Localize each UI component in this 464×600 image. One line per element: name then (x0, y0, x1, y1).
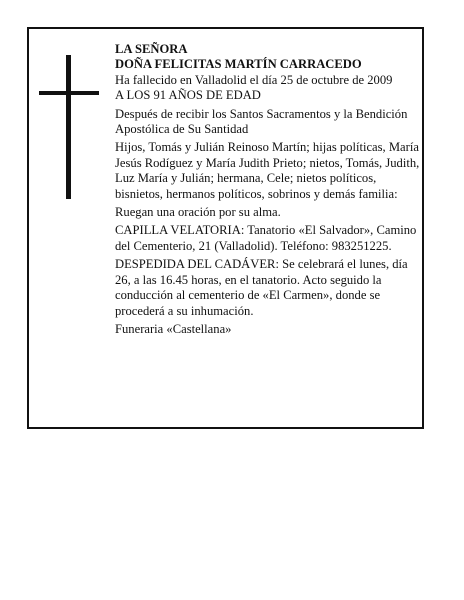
age-statement: A LOS 91 AÑOS DE EDAD (115, 88, 261, 103)
cross-vertical-bar (66, 55, 71, 199)
farewell-text: Se celebrará el lunes, día 26, a las 16.45 horas, en el tanatorio. Acto seguido la conducción al cementerio de «El Carmen», donde se procederá a su inhumación. (115, 257, 408, 318)
family-list: Hijos, Tomás y Julián Reinoso Martín; hijas políticas, María Jesús Rodíguez y María Judith Prieto; nietos, Tomás, Judith, Luz María y Julián; hermana, Cele; nietos políticos, bisnietos, hermanos políticos, sobrinos y demás familia: (115, 140, 420, 201)
chapel-info (115, 223, 421, 254)
obituary-notice (27, 27, 424, 429)
death-statement: Ha fallecido en Valladolid el día 25 de octubre de 2009 (115, 72, 393, 87)
sacraments-statement: Después de recibir los Santos Sacramentos y la Bendición Apostólica de Su Santidad (115, 106, 408, 137)
notice-text (115, 42, 421, 337)
farewell-label: DESPEDIDA DEL CADÁVER: (115, 257, 279, 272)
notice-title: LA SEÑORA (115, 42, 188, 56)
chapel-text: Tanatorio «El Salvador», Camino del Cementerio, 21 (Valladolid). Teléfono: 983251225. (115, 223, 417, 253)
chapel-label: CAPILLA VELATORIA: (115, 223, 245, 238)
farewell-info (115, 257, 421, 319)
funeral-home: Funeraria «Castellana» (115, 321, 232, 336)
cross-icon (39, 55, 99, 199)
deceased-name: DOÑA FELICITAS MARTÍN CARRACEDO (115, 57, 362, 72)
cross-horizontal-bar (39, 91, 99, 95)
prayer-request: Ruegan una oración por su alma. (115, 205, 281, 220)
